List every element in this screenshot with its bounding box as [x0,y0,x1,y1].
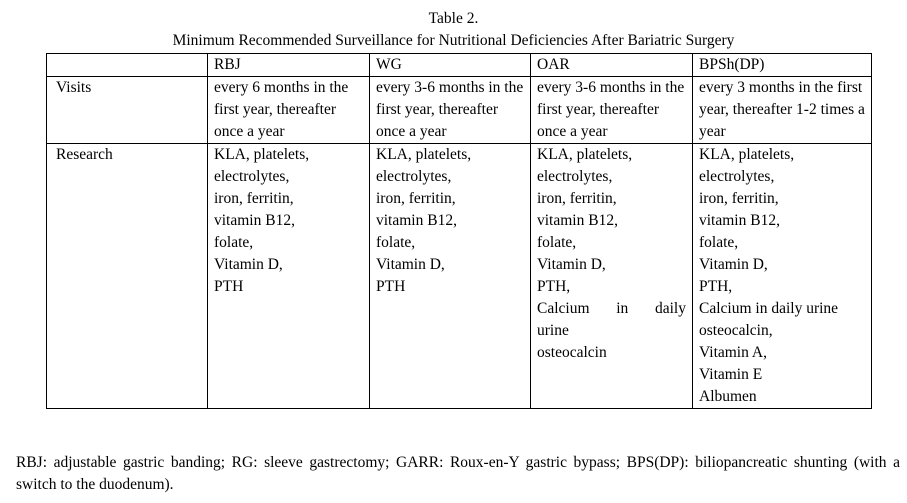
research-item: osteocalcin, [699,322,773,339]
visits-cell-wg: every 3-6 months in the first year, thereafter once a year [370,77,531,144]
header-cell-empty [47,54,208,77]
research-item: KLA, platelets, [214,146,310,163]
research-item: iron, ferritin, [699,190,779,207]
visits-cell-oar: every 3-6 months in the first year, thereafter once a year [531,77,693,144]
research-item: PTH, [699,278,733,295]
research-item: PTH [376,278,406,295]
row-label-research: Research [47,144,208,409]
research-item: Vitamin E [699,366,763,383]
research-item: PTH [214,278,244,295]
research-item: iron, ferritin, [214,190,294,207]
table-caption-number: Table 2. [428,10,479,27]
research-cell-rbj [208,144,370,409]
research-item: osteocalcin [537,344,607,361]
research-item: Vitamin D, [214,256,283,273]
research-item: KLA, platelets, [537,146,633,163]
research-item: electrolytes, [699,168,775,185]
research-item: Vitamin A, [699,344,767,361]
abbreviations-footnote: RBJ: adjustable gastric banding; RG: sleeve gastrectomy; GARR: Roux-en-Y gastric bypass; BPS(DP): biliopancreatic shunting (with a switch to the duodenum). [16,454,900,493]
header-cell-bpsh: BPSh(DP) [693,54,872,77]
research-item: Vitamin D, [376,256,445,273]
table-row-visits [47,77,872,144]
research-item: Vitamin D, [537,256,606,273]
research-item: folate, [214,234,254,251]
research-item: PTH, [537,278,571,295]
research-item: vitamin B12, [537,212,618,229]
table-header-row [47,54,872,77]
research-cell-bpsh [693,144,872,409]
research-item: vitamin B12, [214,212,295,229]
research-item: vitamin B12, [699,212,780,229]
research-item: electrolytes, [537,168,613,185]
research-cell-wg [370,144,531,409]
visits-cell-rbj: every 6 months in the first year, thereafter once a year [208,77,370,144]
research-item: electrolytes, [376,168,452,185]
research-item: KLA, platelets, [376,146,472,163]
visits-cell-bpsh: every 3 months in the first year, thereafter 1-2 times a year [693,77,872,144]
header-cell-oar: OAR [531,54,693,77]
research-item: folate, [376,234,416,251]
research-item: folate, [699,234,739,251]
research-item: Calcium in daily urine [699,300,839,317]
research-item: KLA, platelets, [699,146,795,163]
research-item: Vitamin D, [699,256,768,273]
table-caption-title: Minimum Recommended Surveillance for Nutritional Deficiencies After Bariatric Surgery [172,32,735,49]
research-item: vitamin B12, [376,212,457,229]
research-item: electrolytes, [214,168,290,185]
research-item: Calcium in daily urine [537,300,686,339]
row-label-visits: Visits [47,77,208,144]
research-item: Albumen [699,388,757,405]
research-item: iron, ferritin, [376,190,456,207]
header-cell-rbj: RBJ [208,54,370,77]
table-row-research [47,144,872,409]
research-item: folate, [537,234,577,251]
research-item: iron, ferritin, [537,190,617,207]
research-cell-oar [531,144,693,409]
header-cell-wg: WG [370,54,531,77]
surveillance-table [46,53,872,409]
